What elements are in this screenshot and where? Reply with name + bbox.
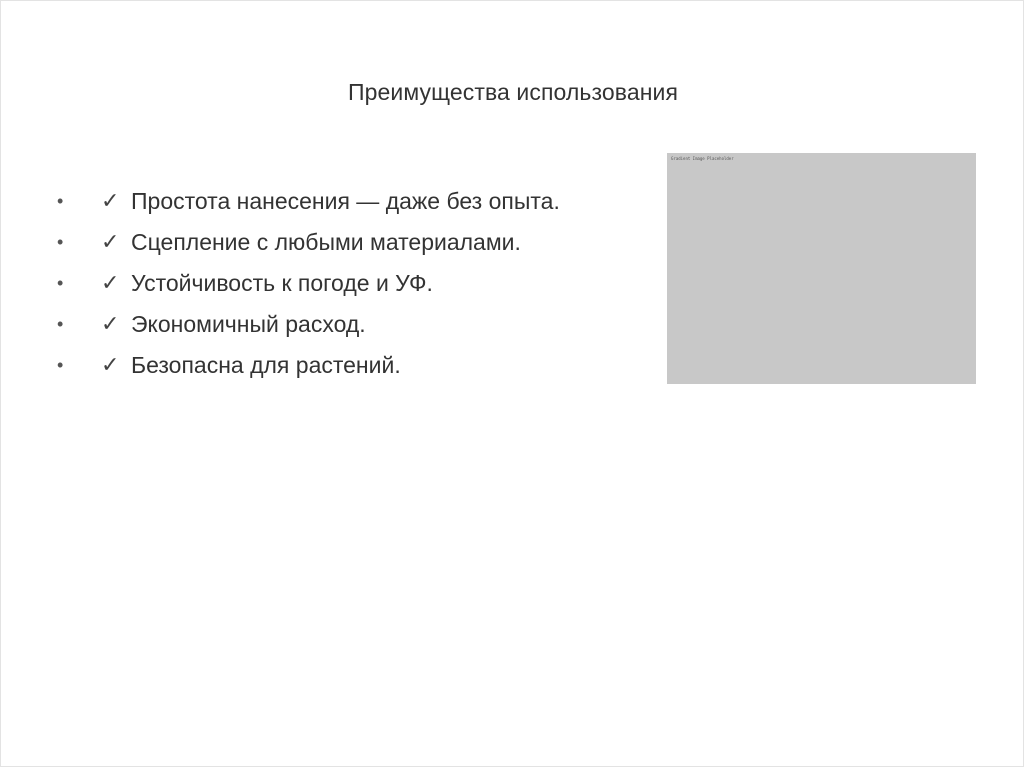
bullet-icon: •: [57, 191, 64, 211]
check-mark-icon: ✓: [101, 189, 120, 214]
list-item-text: Простота нанесения — даже без опыта.: [131, 188, 560, 214]
list-item: [57, 263, 560, 304]
slide-title: Преимущества использования: [347, 79, 679, 105]
list-item-text: Безопасна для растений.: [131, 352, 401, 378]
list-item-text: Сцепление с любыми материалами.: [131, 229, 521, 255]
bullet-icon: •: [57, 273, 64, 293]
image-placeholder-caption: Gradient Image Placeholder: [671, 156, 734, 161]
bullet-icon: •: [57, 314, 64, 334]
check-mark-icon: ✓: [101, 230, 120, 255]
list-item: [57, 222, 560, 263]
list-item: [57, 181, 560, 222]
advantages-list: [57, 181, 560, 386]
bullet-icon: •: [57, 232, 64, 252]
list-item: [57, 304, 560, 345]
bullet-icon: •: [57, 355, 64, 375]
list-item-text: Экономичный расход.: [131, 311, 366, 337]
image-placeholder: [667, 153, 976, 384]
list-item: [57, 345, 560, 386]
check-mark-icon: ✓: [101, 353, 120, 378]
list-item-text: Устойчивость к погоде и УФ.: [131, 270, 433, 296]
check-mark-icon: ✓: [101, 312, 120, 337]
check-mark-icon: ✓: [101, 271, 120, 296]
